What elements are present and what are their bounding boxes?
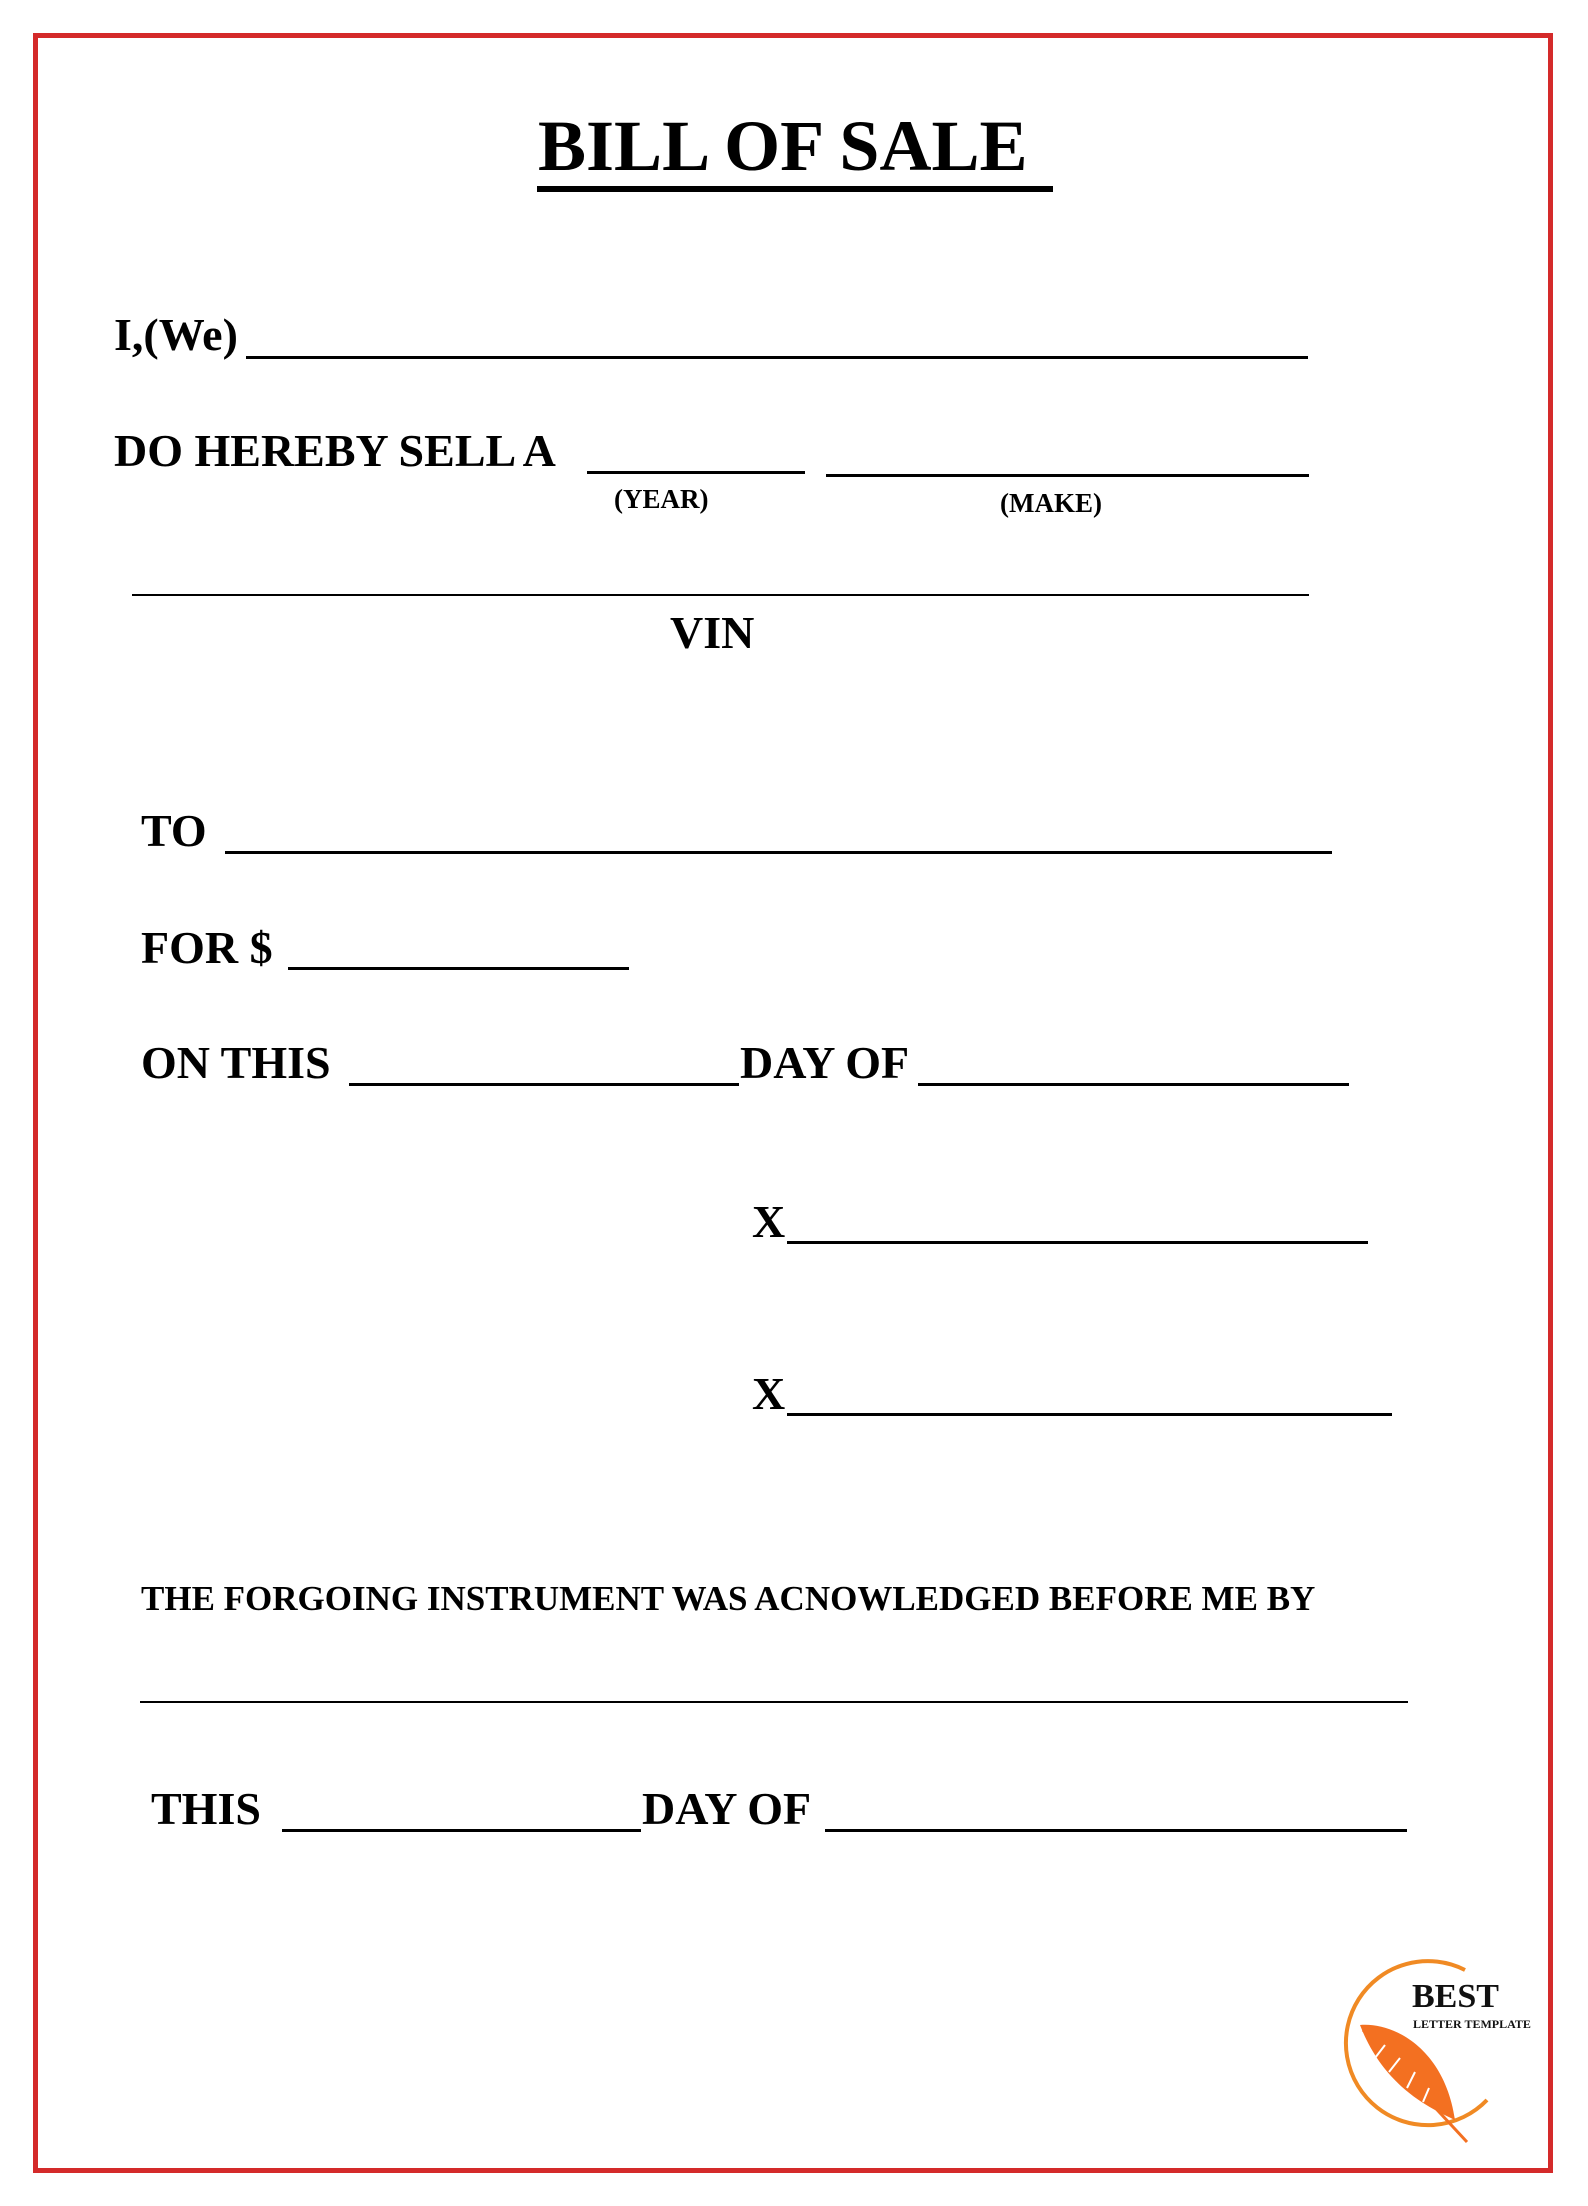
price-field[interactable] (288, 967, 629, 970)
make-caption: (MAKE) (1000, 488, 1102, 518)
sale-month-field[interactable] (918, 1083, 1349, 1086)
seller-name-field[interactable] (246, 356, 1308, 359)
vin-field[interactable] (132, 594, 1309, 596)
document-title: BILL OF SALE (538, 106, 1028, 186)
seller-label: I,(We) (114, 309, 238, 360)
title-underline (537, 186, 1053, 192)
acknowledged-by-field[interactable] (140, 1701, 1408, 1703)
logo-brand-top: BEST (1412, 1978, 1499, 2015)
page-border (33, 33, 1553, 2173)
signature-mark-1: X (752, 1196, 786, 1247)
day-of-label-2: DAY OF (642, 1783, 812, 1834)
signature-field-2[interactable] (787, 1413, 1392, 1416)
notary-day-field[interactable] (282, 1829, 641, 1832)
vin-caption: VIN (670, 607, 755, 658)
make-field[interactable] (826, 474, 1309, 477)
this-label: THIS (151, 1783, 261, 1834)
sell-label: DO HEREBY SELL A (114, 425, 556, 476)
acknowledgement-text: THE FORGOING INSTRUMENT WAS ACNOWLEDGED BEFORE ME BY (141, 1579, 1316, 1618)
price-label: FOR $ (141, 922, 273, 973)
notary-month-field[interactable] (825, 1829, 1407, 1832)
signature-mark-2: X (752, 1368, 786, 1419)
buyer-label: TO (141, 805, 207, 856)
on-this-label: ON THIS (141, 1037, 331, 1088)
signature-field-1[interactable] (787, 1241, 1368, 1244)
buyer-name-field[interactable] (225, 851, 1332, 854)
day-of-label: DAY OF (740, 1037, 910, 1088)
year-caption: (YEAR) (614, 484, 709, 514)
year-field[interactable] (587, 471, 805, 474)
best-letter-template-logo (1315, 1950, 1540, 2155)
sale-day-field[interactable] (349, 1083, 739, 1086)
logo-brand-bottom: LETTER TEMPLATE (1413, 2017, 1531, 2031)
